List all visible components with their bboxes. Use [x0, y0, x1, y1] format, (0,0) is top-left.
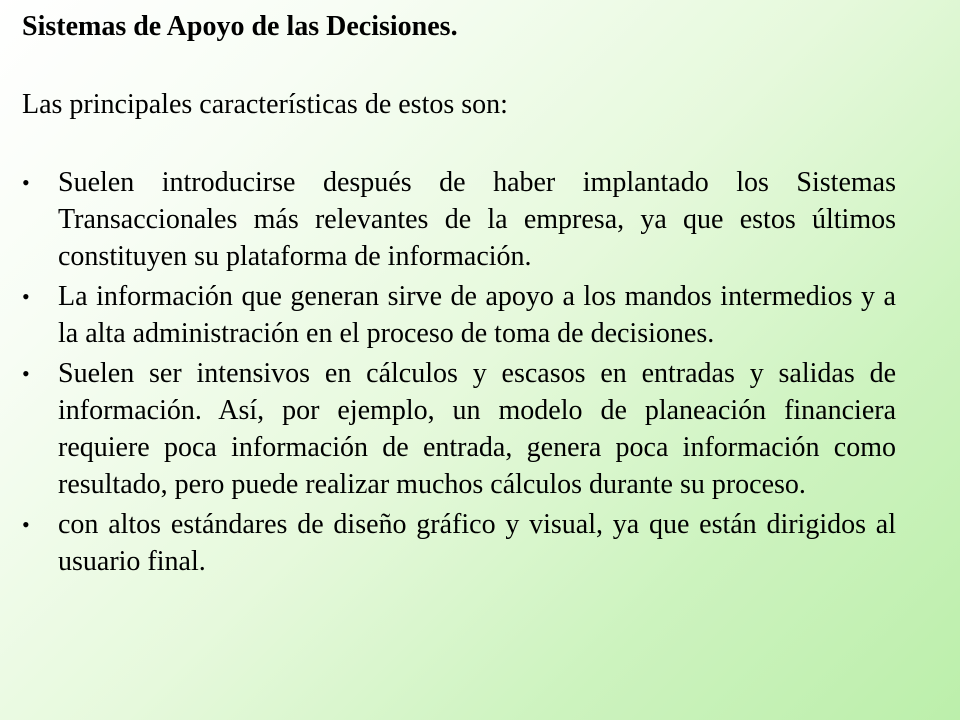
list-item-text: Suelen introducirse después de haber implantado los Sistemas Transaccionales más relevantes de la empresa, ya que estos últimos constituyen su plataforma de información. — [58, 167, 896, 272]
list-item-text: Suelen ser intensivos en cálculos y escasos en entradas y salidas de información. Así, por ejemplo, un modelo de planeación financiera requiere poca información de entrada, genera poca información como resultado, pero puede realizar muchos cálculos durante su proceso. — [58, 358, 896, 500]
list-item — [22, 164, 896, 275]
intro-text: Las principales características de estos son: — [22, 89, 508, 120]
bullet-icon: • — [22, 284, 30, 309]
list-item — [22, 278, 896, 352]
list-item-text: La información que generan sirve de apoyo a los mandos intermedios y a la alta administración en el proceso de toma de decisiones. — [58, 281, 896, 349]
bullet-icon: • — [22, 361, 30, 386]
slide-title: Sistemas de Apoyo de las Decisiones. — [22, 11, 458, 42]
bullet-list — [22, 164, 896, 583]
bullet-icon: • — [22, 170, 30, 195]
list-item-text: con altos estándares de diseño gráfico y visual, ya que están dirigidos al usuario final. — [58, 509, 896, 577]
list-item — [22, 506, 896, 580]
bullet-icon: • — [22, 512, 30, 537]
list-item — [22, 355, 896, 503]
